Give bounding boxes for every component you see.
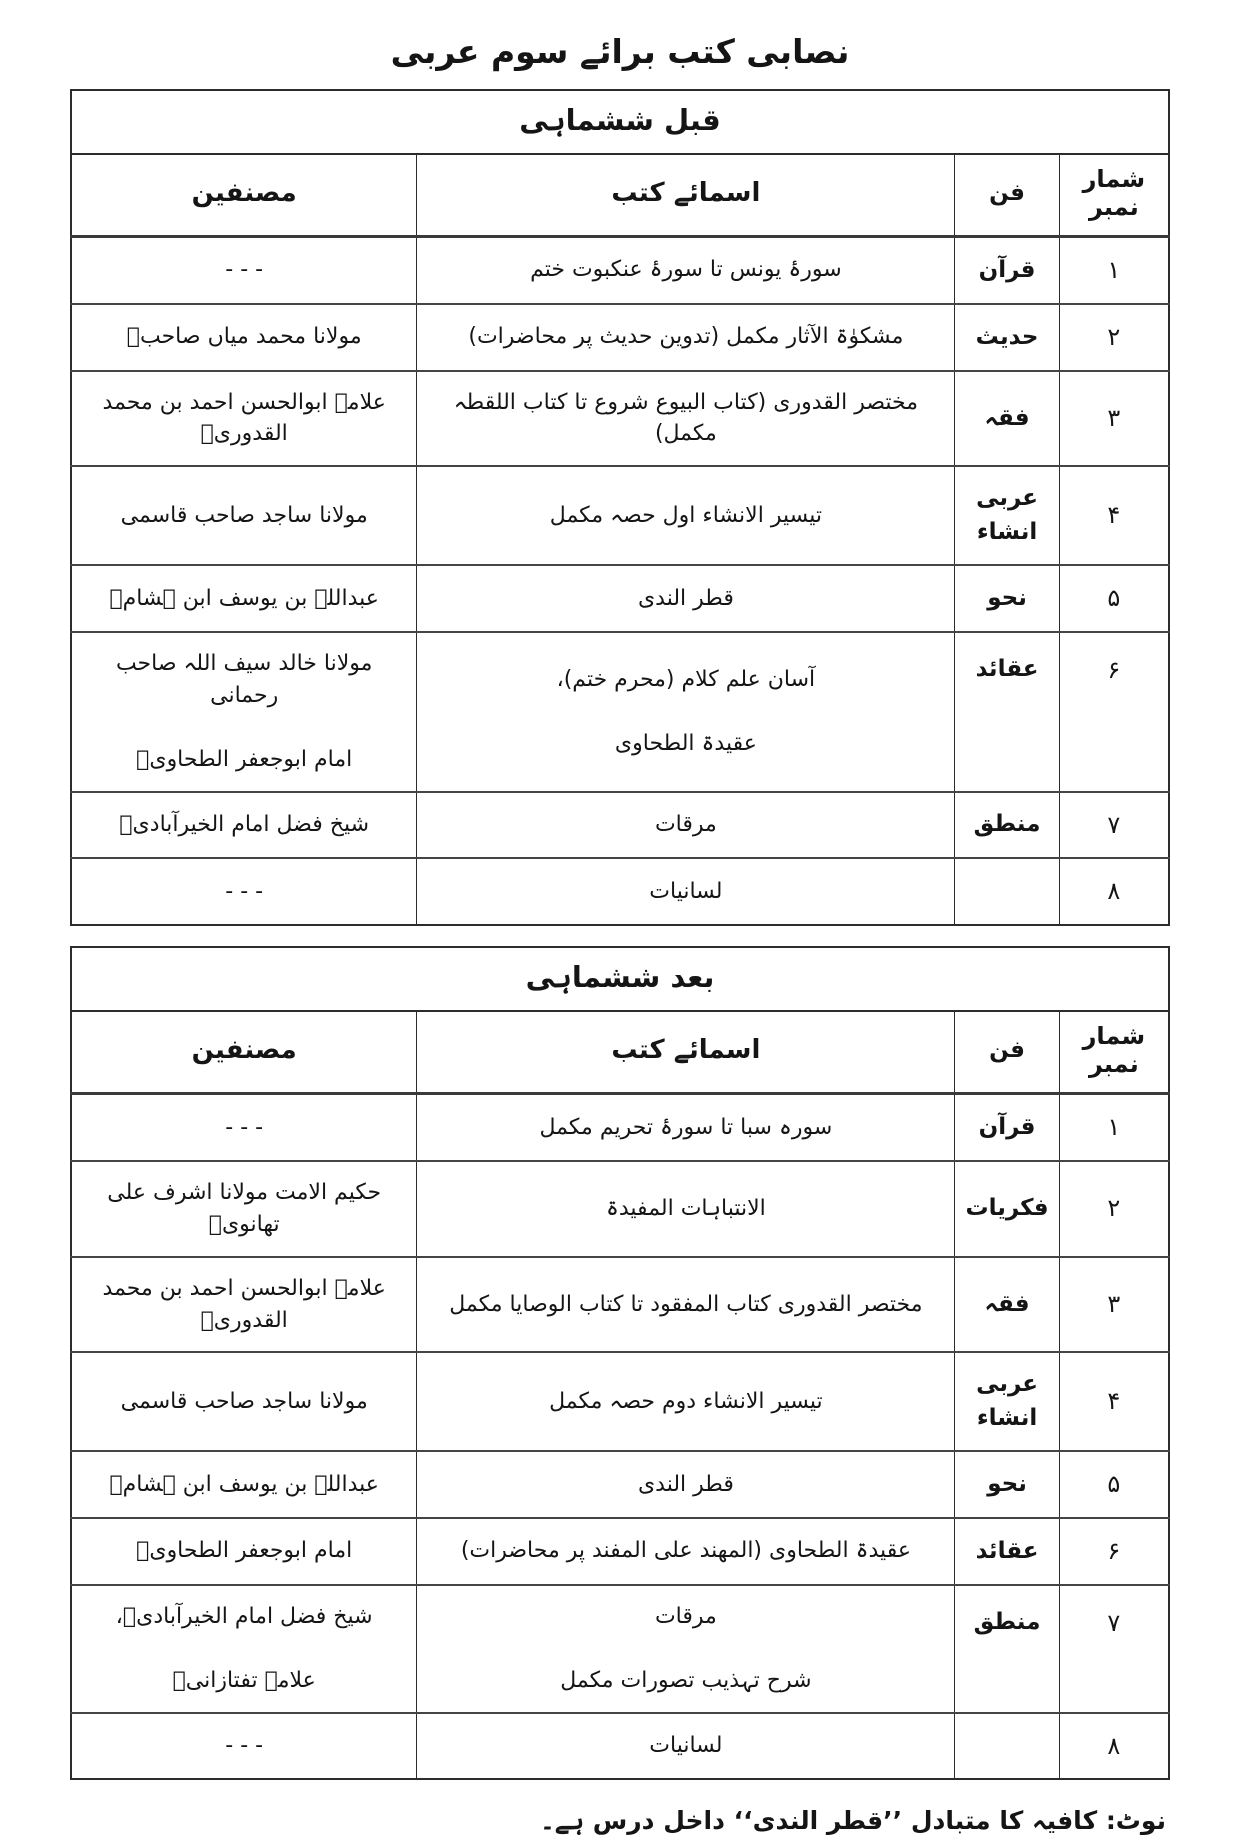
- book-line: لسانیات: [649, 878, 723, 904]
- subject-cell: فقہ: [955, 1257, 1059, 1353]
- author-line: - - -: [225, 257, 264, 283]
- authors-cell: [71, 1585, 417, 1713]
- book-line: قطر الندی: [637, 585, 734, 611]
- table-row: [71, 1352, 1169, 1451]
- books-cell: [417, 237, 955, 304]
- subject-cell: فکریات: [955, 1161, 1059, 1257]
- authors-cell: [71, 1352, 417, 1451]
- column-header-authors: مصنفین: [71, 154, 417, 237]
- column-header-subject: فن: [955, 1011, 1059, 1094]
- author-line: علامہ تفتازانیؒ: [172, 1667, 316, 1693]
- author-line: - - -: [225, 1733, 264, 1758]
- authors-cell: [71, 1257, 417, 1353]
- authors-cell: [71, 466, 417, 565]
- author-line: مولانا خالد سیف اللہ صاحب رحمانی: [115, 650, 373, 708]
- serial-cell: ۱: [1059, 237, 1169, 304]
- table-row: [71, 565, 1169, 632]
- authors-cell: [71, 1094, 417, 1161]
- serial-cell: ۲: [1059, 1161, 1169, 1257]
- authors-cell: [71, 1451, 417, 1518]
- subject-cell: [955, 1713, 1059, 1780]
- books-cell: [417, 565, 955, 632]
- serial-cell: ۳: [1059, 1257, 1169, 1353]
- author-line: عبداللہ بن یوسف ابن ہشامؒ: [109, 585, 379, 611]
- authors-cell: [71, 858, 417, 925]
- serial-cell: ۱: [1059, 1094, 1169, 1161]
- footnote: نوٹ: کافیہ کا متبادل ’’قطر الندی‘‘ داخل درس ہے۔: [540, 1806, 1166, 1835]
- column-header-books: اسمائے کتب: [417, 1011, 955, 1094]
- book-line: مشکوٰۃ الآثار مکمل (تدوین حدیث پر محاضرات): [468, 324, 904, 350]
- table-row: [71, 1094, 1169, 1161]
- book-line: سورۂ یونس تا سورۂ عنکبوت ختم: [530, 257, 842, 283]
- table-row: [71, 792, 1169, 859]
- author-line: شیخ فضل امام الخیرآبادیؒ،: [115, 1603, 373, 1629]
- subject-cell: قرآن: [955, 237, 1059, 304]
- serial-cell: ۲: [1059, 304, 1169, 371]
- books-cell: [417, 1161, 955, 1257]
- column-header-serial: شمار نمبر: [1059, 154, 1169, 237]
- books-cell: [417, 1713, 955, 1780]
- table-caption: بعد ششماہی: [71, 947, 1169, 1011]
- book-line: قطر الندی: [637, 1471, 734, 1497]
- table-row: [71, 1518, 1169, 1585]
- syllabus-table-after-halfyear: [70, 946, 1170, 1780]
- serial-cell: ۴: [1059, 466, 1169, 565]
- table-row: [71, 1585, 1169, 1713]
- table-caption: قبل ششماہی: [71, 90, 1169, 154]
- book-line: تیسیر الانشاء اول حصہ مکمل: [549, 502, 822, 528]
- table-row: [71, 1257, 1169, 1353]
- subject-cell: عربی انشاء: [955, 1352, 1059, 1451]
- subject-cell: عقائد: [955, 632, 1059, 792]
- author-line: عبداللہ بن یوسف ابن ہشامؒ: [109, 1471, 379, 1497]
- book-line: عقیدۃ الطحاوی (المھند علی المفند پر محاضرات): [460, 1538, 911, 1564]
- books-cell: [417, 792, 955, 859]
- author-line: حکیم الامت مولانا اشرف علی تھانویؒ: [107, 1179, 382, 1237]
- table-header-row: [71, 154, 1169, 237]
- books-cell: [417, 304, 955, 371]
- books-cell: [417, 1094, 955, 1161]
- subject-cell: [955, 858, 1059, 925]
- author-line: مولانا محمد میاں صاحبؒ: [126, 324, 362, 350]
- author-line: - - -: [225, 878, 264, 904]
- subject-cell: نحو: [955, 1451, 1059, 1518]
- books-cell: [417, 1451, 955, 1518]
- subject-cell: عقائد: [955, 1518, 1059, 1585]
- column-header-authors: مصنفین: [71, 1011, 417, 1094]
- authors-cell: [71, 632, 417, 792]
- books-cell: [417, 1352, 955, 1451]
- column-header-subject: فن: [955, 154, 1059, 237]
- subject-cell: عربی انشاء: [955, 466, 1059, 565]
- serial-cell: ۴: [1059, 1352, 1169, 1451]
- author-line: امام ابوجعفر الطحاویؒ: [136, 1538, 353, 1564]
- table-row: [71, 371, 1169, 467]
- book-line: لسانیات: [649, 1733, 723, 1758]
- table-row: [71, 1161, 1169, 1257]
- serial-cell: ۳: [1059, 371, 1169, 467]
- subject-cell: فقہ: [955, 371, 1059, 467]
- book-line: تیسیر الانشاء دوم حصہ مکمل: [549, 1388, 823, 1414]
- subject-cell: منطق: [955, 792, 1059, 859]
- table-row: [71, 1451, 1169, 1518]
- books-cell: [417, 858, 955, 925]
- column-header-serial: شمار نمبر: [1059, 1011, 1169, 1094]
- serial-cell: ۶: [1059, 632, 1169, 792]
- table-row: [71, 237, 1169, 304]
- book-line: عقیدۃ الطحاوی: [614, 730, 757, 756]
- book-line: آسان علم کلام (محرم ختم)،: [556, 666, 816, 692]
- book-line: مختصر القدوری کتاب المفقود تا کتاب الوصایا مکمل: [449, 1291, 923, 1317]
- authors-cell: [71, 304, 417, 371]
- authors-cell: [71, 1518, 417, 1585]
- subject-cell: قرآن: [955, 1094, 1059, 1161]
- book-line: مرقات: [654, 1603, 717, 1629]
- authors-cell: [71, 371, 417, 467]
- authors-cell: [71, 565, 417, 632]
- table-row: [71, 466, 1169, 565]
- table-row: [71, 304, 1169, 371]
- author-line: مولانا ساجد صاحب قاسمی: [120, 1388, 368, 1414]
- table-row: [71, 632, 1169, 792]
- books-cell: [417, 1518, 955, 1585]
- books-cell: [417, 466, 955, 565]
- serial-cell: ۷: [1059, 792, 1169, 859]
- authors-cell: [71, 792, 417, 859]
- author-line: - - -: [225, 1114, 264, 1140]
- authors-cell: [71, 1713, 417, 1780]
- table-caption-row: [71, 90, 1169, 154]
- books-cell: [417, 1585, 955, 1713]
- subject-cell: حدیث: [955, 304, 1059, 371]
- subject-cell: نحو: [955, 565, 1059, 632]
- author-line: علامہ ابوالحسن احمد بن محمد القدوریؒ: [102, 389, 386, 447]
- book-line: سورہ سبا تا سورۂ تحریم مکمل: [539, 1114, 833, 1140]
- authors-cell: [71, 237, 417, 304]
- author-line: امام ابوجعفر الطحاویؒ: [136, 746, 353, 772]
- table-row: [71, 1713, 1169, 1780]
- books-cell: [417, 632, 955, 792]
- serial-cell: ۸: [1059, 858, 1169, 925]
- books-cell: [417, 1257, 955, 1353]
- author-line: مولانا ساجد صاحب قاسمی: [120, 502, 368, 528]
- syllabus-table-before-halfyear: [70, 89, 1170, 926]
- table-header-row: [71, 1011, 1169, 1094]
- book-line: مرقات: [654, 811, 717, 837]
- book-line: مختصر القدوری (کتاب البیوع شروع تا کتاب اللقطہ مکمل): [453, 389, 919, 447]
- subject-cell: منطق: [955, 1585, 1059, 1713]
- page-title: نصابی کتب برائے سوم عربی: [390, 32, 850, 71]
- serial-cell: ۷: [1059, 1585, 1169, 1713]
- book-line: الانتباہات المفیدۃ: [605, 1195, 766, 1221]
- serial-cell: ۵: [1059, 565, 1169, 632]
- table-row: [71, 858, 1169, 925]
- books-cell: [417, 371, 955, 467]
- book-line: شرح تہذیب تصورات مکمل: [560, 1667, 812, 1693]
- serial-cell: ۸: [1059, 1713, 1169, 1780]
- serial-cell: ۵: [1059, 1451, 1169, 1518]
- serial-cell: ۶: [1059, 1518, 1169, 1585]
- table-caption-row: [71, 947, 1169, 1011]
- author-line: شیخ فضل امام الخیرآبادیؒ: [119, 811, 370, 837]
- authors-cell: [71, 1161, 417, 1257]
- column-header-books: اسمائے کتب: [417, 154, 955, 237]
- author-line: علامہ ابوالحسن احمد بن محمد القدوریؒ: [102, 1275, 386, 1333]
